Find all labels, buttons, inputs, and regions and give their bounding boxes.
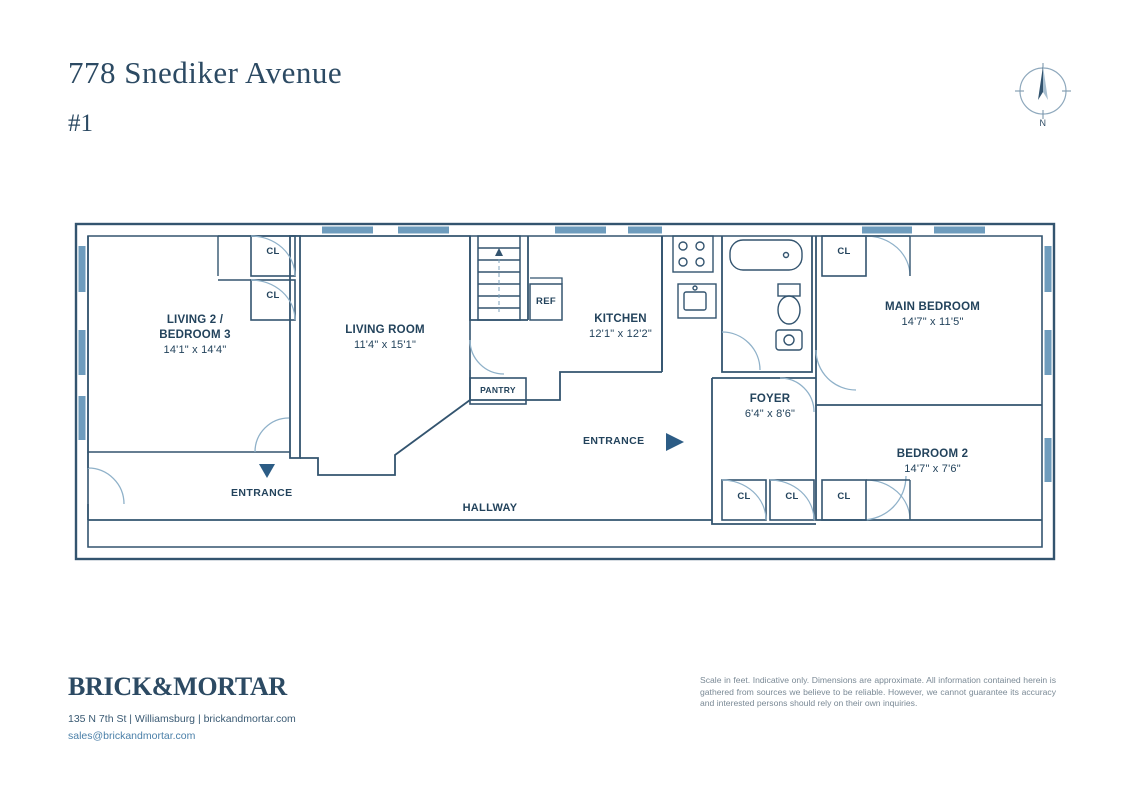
hallway-label: HALLWAY (462, 502, 518, 514)
room-label-main-bedroom (855, 300, 1010, 330)
entrance-arrow-left (259, 464, 275, 478)
closet-label-5: CL (785, 491, 799, 502)
room-dimensions: 6'4" x 8'6" (744, 408, 796, 420)
room-label-kitchen (548, 312, 693, 342)
room-label-living2-bedroom3 (120, 313, 270, 358)
room-dimensions: 14'7" x 11'5" (901, 316, 964, 328)
refrigerator-label: REF (536, 296, 556, 307)
pantry-label: PANTRY (480, 385, 516, 395)
room-dimensions: 14'1" x 14'4" (163, 344, 227, 356)
compass-label-north: N (1039, 118, 1047, 128)
room-name-line1: KITCHEN (594, 313, 647, 325)
brand-logo (68, 672, 287, 702)
closet-label-3: CL (837, 246, 851, 257)
room-name-line1: BEDROOM 2 (896, 448, 969, 460)
brand-part1: BRICK (68, 672, 152, 701)
closet-label-2: CL (266, 290, 280, 301)
room-dimensions: 11'4" x 15'1" (353, 339, 417, 351)
room-name-line2: BEDROOM 3 (159, 329, 231, 341)
brand-ampersand: & (151, 672, 174, 701)
entrance-arrow-main (666, 433, 684, 451)
room-label-living-room (310, 323, 460, 353)
room-name-line1: LIVING 2 / (166, 314, 224, 326)
closet-label-6: CL (837, 491, 851, 502)
room-name-line1: MAIN BEDROOM (884, 301, 981, 313)
room-label-bedroom2 (855, 447, 1010, 477)
footer-email[interactable]: sales@brickandmortar.com (68, 730, 196, 742)
room-dimensions: 12'1" x 12'2" (589, 328, 652, 340)
room-name-line1: LIVING ROOM (345, 324, 425, 336)
footer-disclaimer: Scale in feet. Indicative only. Dimensions are approximate. All information contained herein is gathered from sources we believe to be reliable. However, we cannot guarantee its accuracy and interested persons should rely on their own inquiries. (700, 675, 1056, 708)
room-dimensions: 14'7" x 7'6" (904, 463, 961, 475)
entrance-label-left: ENTRANCE (231, 487, 293, 499)
entrance-label-main: ENTRANCE (583, 435, 645, 447)
room-name-line1: FOYER (749, 393, 791, 405)
room-label-foyer (700, 392, 840, 422)
unit-number: #1 (68, 110, 93, 137)
closet-label-4: CL (737, 491, 751, 502)
closet-label-1: CL (266, 246, 280, 257)
footer-address: 135 N 7th St | Williamsburg | brickandmortar.com (68, 713, 296, 725)
brand-part2: MORTAR (173, 672, 287, 701)
page-title: 778 Snediker Avenue (68, 55, 343, 90)
